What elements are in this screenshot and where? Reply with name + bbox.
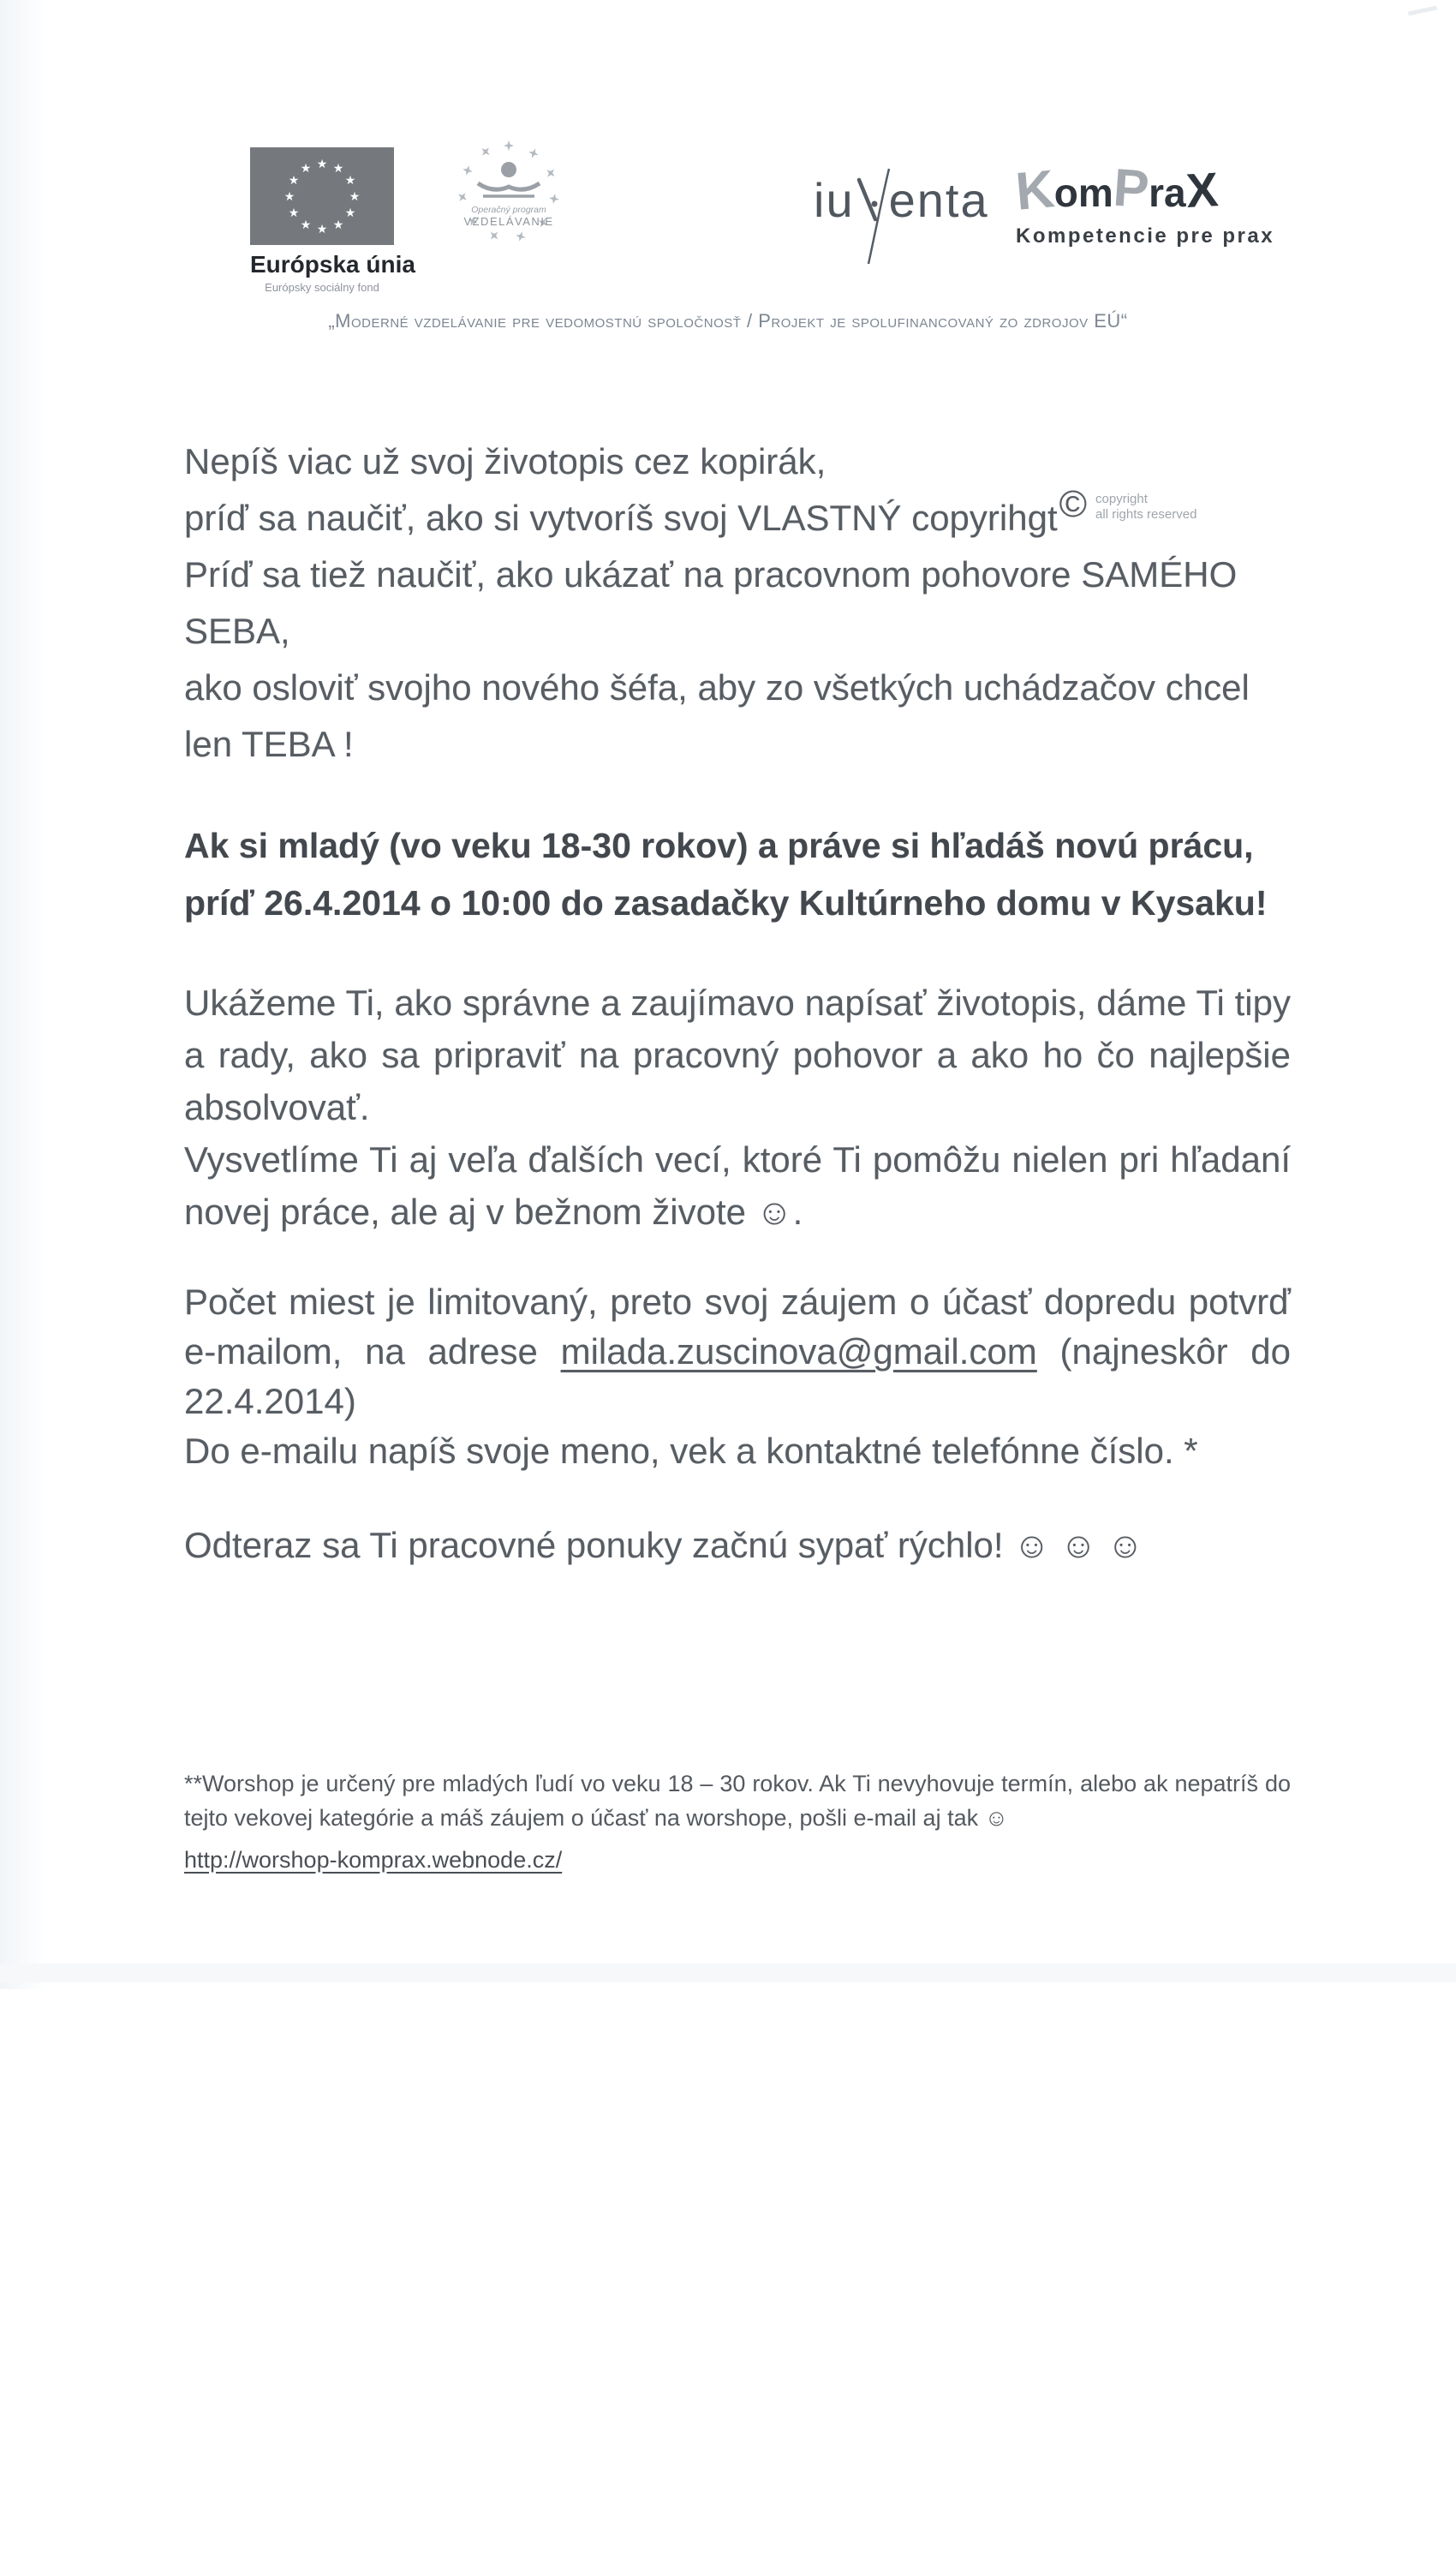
svg-text:★: ★ (288, 174, 300, 188)
svg-text:★: ★ (316, 158, 328, 171)
scan-speck-artifact (1408, 6, 1437, 16)
eu-logo (250, 147, 415, 294)
copyright-note-line1: copyright (1095, 492, 1148, 506)
contact-paragraph (184, 1277, 1291, 1426)
intro-line-5: ako osloviť svojho nového šéfa, aby zo všetkých uchádzačov chcel (184, 667, 1250, 708)
contact-email-link[interactable]: milada.zuscinova@gmail.com (560, 1331, 1037, 1372)
komprax-tagline: Kompetencie pre prax (1016, 224, 1275, 248)
komprax-letter-k: K (1013, 159, 1057, 222)
iuventa-logo (814, 164, 989, 271)
op-logo-line2: VZDELÁVANIE (463, 215, 554, 228)
contact-note: Do e-mailu napíš svoje meno, vek a kontaktné telefónne číslo. * (184, 1431, 1198, 1471)
svg-text:★: ★ (283, 190, 295, 204)
komprax-letters-om: om (1053, 170, 1113, 215)
scan-band-artifact (0, 1963, 1456, 1982)
op-logo-line1: Operačný program (471, 205, 546, 215)
eu-logo-subcaption: Európsky sociálny fond (265, 281, 379, 294)
invitation-line-2: príď 26.4.2014 o 10:00 do zasadačky Kultúrneho domu v Kysaku! (184, 883, 1268, 923)
svg-text:★: ★ (332, 218, 344, 232)
invitation-block (184, 817, 1291, 932)
footnote-text: **Worshop je určený pre mladých ľudí vo veku 18 – 30 rokov. Ak Ti nevyhovuje termín, alebo ak nepatríš do tejto vekovej kategórie a máš záujem o účasť na worshope, pošli e-mail aj tak ☺ (184, 1771, 1291, 1831)
project-motto: „Moderné vzdelávanie pre vedomostnú spoločnosť / Projekt je spolufinancovaný zo zdrojov EÚ“ (328, 310, 1128, 332)
contact-prefix: Počet miest je limitovaný, preto svoj záujem o účasť dopredu potvrď e-mailom, na adrese (184, 1282, 1291, 1372)
description-block (184, 977, 1291, 1238)
copyright-symbol-icon: © (1059, 483, 1088, 525)
svg-text:★: ★ (288, 206, 300, 220)
flyer-body (184, 433, 1291, 1877)
komprax-logo (1013, 158, 1275, 248)
contact-suffix: (najneskôr do 22.4.2014) (184, 1331, 1291, 1421)
iuventa-prefix: iu (814, 173, 855, 227)
svg-text:★: ★ (349, 190, 361, 204)
komprax-letters-ra: ra (1149, 170, 1186, 215)
intro-line-3: Príď sa tiež naučiť, ako ukázať na pracovnom pohovore SAMÉHO (184, 554, 1238, 595)
intro-block (184, 433, 1291, 773)
copyright-note (1095, 492, 1196, 523)
eu-logo-caption: Európska únia (250, 251, 415, 278)
op-vzdelavanie-icon (452, 139, 565, 259)
description-paragraph-2: Vysvetlíme Ti aj veľa ďalších vecí, ktoré Ti pomôžu nielen pri hľadaní novej práce, ale aj v bežnom živote ☺. (184, 1139, 1291, 1232)
invitation-line-1: Ak si mladý (vo veku 18-30 rokov) a práve si hľadáš novú prácu, (184, 826, 1254, 865)
copyright-note-line2: all rights reserved (1095, 507, 1197, 522)
intro-line-2-text: príď sa naučiť, ako si vytvoríš svoj VLASTNÝ copyrihgt (184, 498, 1058, 538)
svg-text:★: ★ (300, 162, 312, 176)
komprax-wordmark (1013, 158, 1274, 222)
intro-line-6: len TEBA ! (184, 724, 354, 764)
contact-block (184, 1277, 1291, 1476)
op-vzdelavanie-logo (452, 139, 565, 263)
scan-edge-artifact (0, 0, 46, 1989)
workshop-url-link[interactable]: http://worshop-komprax.webnode.cz/ (184, 1847, 563, 1873)
iuventa-suffix: enta (888, 173, 989, 227)
svg-text:★: ★ (316, 223, 328, 236)
description-paragraph-1: Ukážeme Ti, ako správne a zaujímavo napísať životopis, dáme Ti tipy a rady, ako sa pripraviť na pracovný pohovor a ako ho čo najlepšie absolvovať. (184, 983, 1291, 1127)
svg-text:★: ★ (300, 218, 312, 232)
svg-text:★: ★ (344, 206, 356, 220)
svg-text:★: ★ (344, 174, 356, 188)
komprax-letter-x: X (1184, 162, 1220, 218)
komprax-letter-p: P (1111, 158, 1151, 220)
iuventa-v-icon (852, 166, 892, 271)
intro-line-1: Nepíš viac už svoj životopis cez kopirák, (184, 441, 826, 481)
intro-line-4: SEBA, (184, 611, 290, 651)
eu-flag-icon (250, 147, 394, 245)
svg-text:★: ★ (332, 162, 344, 176)
intro-line-2 (184, 483, 1291, 547)
closing-line: Odteraz sa Ti pracovné ponuky začnú sypať rýchlo! ☺ ☺ ☺ (184, 1525, 1144, 1565)
